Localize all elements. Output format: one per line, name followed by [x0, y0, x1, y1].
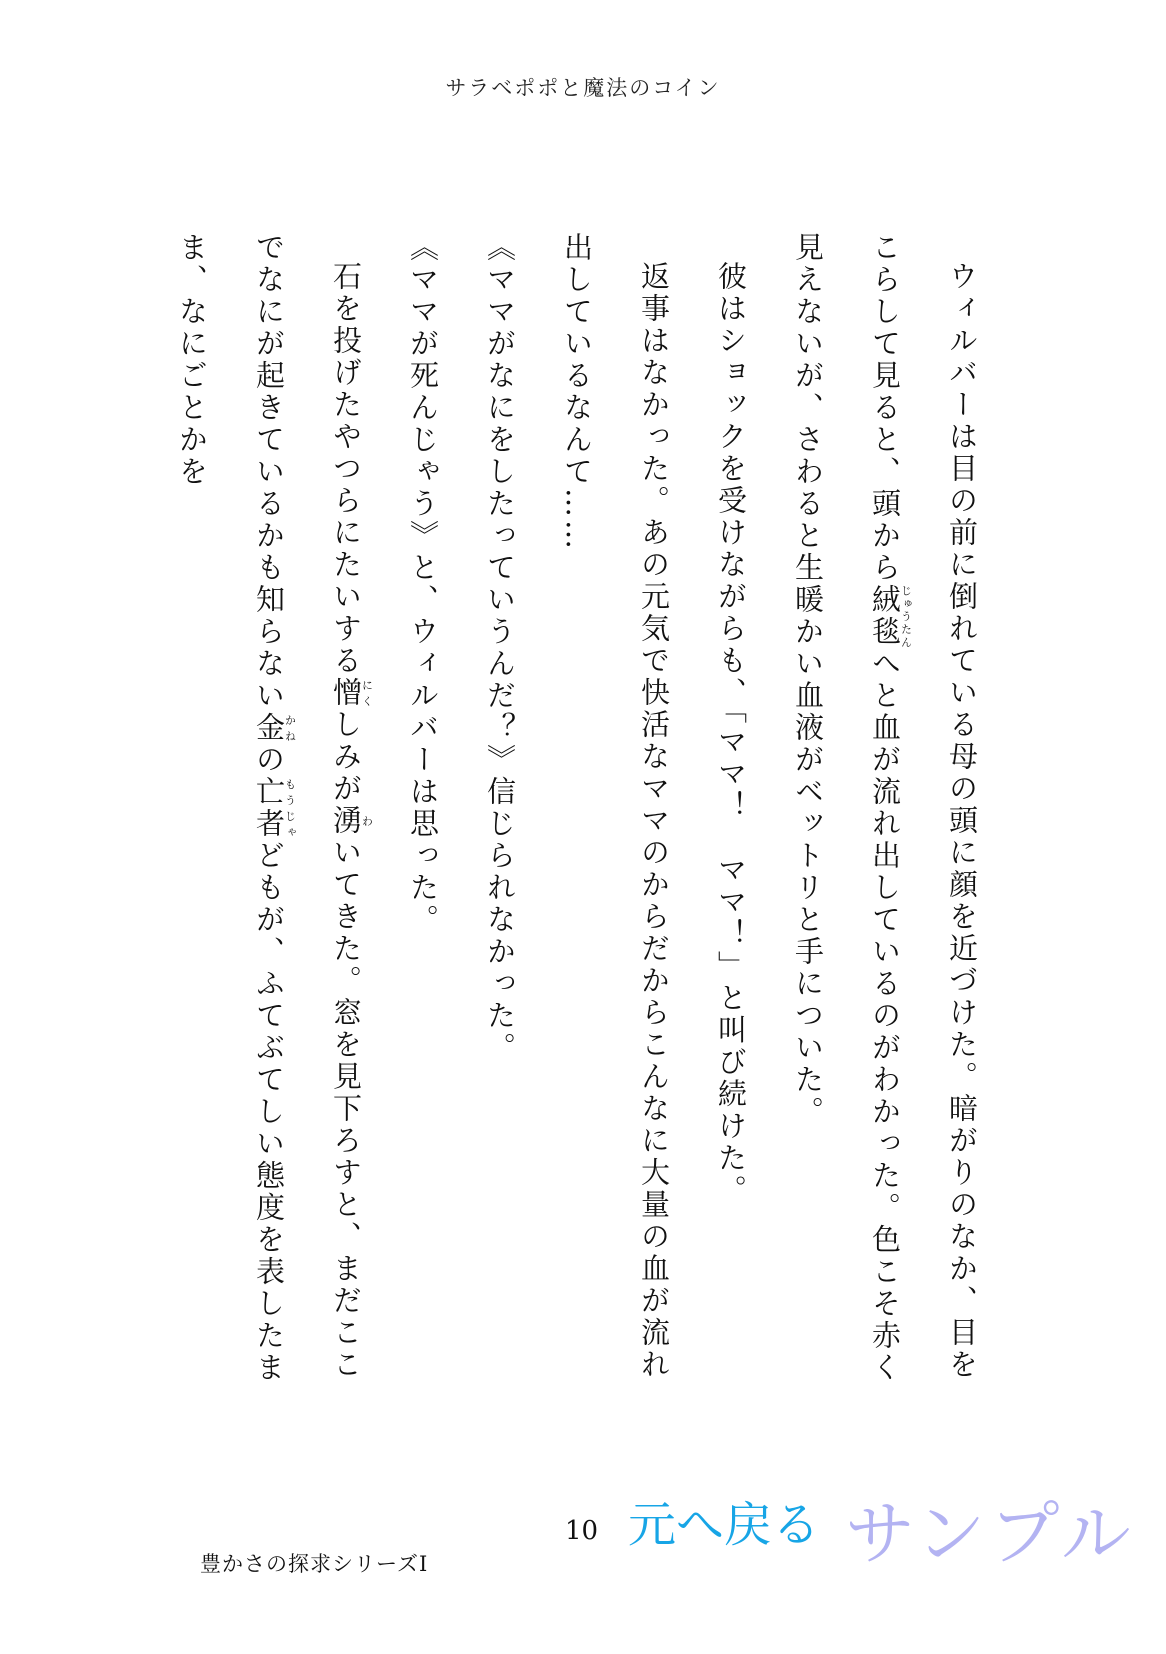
text-run: 《ママがなにをしたっていうんだ？》信じられなかった。	[483, 232, 517, 1064]
text-run: どもが、ふてぶてしい態度を表したまま、なにごとかを	[175, 232, 286, 1384]
ruby-base: 憎	[329, 677, 363, 709]
text-run: いてきた。窓を見下ろすと、まだここでなにが起きているかも知らない	[252, 232, 363, 1381]
text-run: 石を投げたやつらにたいする	[329, 261, 363, 677]
ruby-base: 亡者	[252, 776, 286, 840]
vertical-body-text	[175, 232, 1000, 1412]
sample-watermark: サンプル	[845, 1493, 1135, 1575]
ruby-base: 湧	[329, 805, 363, 837]
ruby-base: 絨毯	[868, 584, 902, 648]
back-link[interactable]: 元へ戻る	[628, 1497, 821, 1553]
ruby-word	[329, 677, 374, 709]
ruby-reading: にく	[360, 677, 374, 709]
paragraph	[384, 232, 461, 1412]
text-run: しみが	[329, 709, 363, 805]
text-run: へと血が流れ出しているのがわかった。色こそ赤く見えないが、さわると生暖かい血液がベットリと手についた。	[791, 232, 902, 1384]
ruby-reading: じゅうたん	[899, 584, 913, 648]
text-run: の	[252, 744, 286, 776]
series-title: 豊かさの探求シリーズⅠ	[200, 1552, 429, 1576]
text-run: 返事はなかった。あの元気で快活なママのからだからこんなに大量の血が流れ出しているなんて……	[560, 232, 671, 1381]
text-run: ウィルバーは目の前に倒れている母の頭に顔を近づけた。暗がりのなか、目をこらして見ると、頭から	[868, 232, 979, 1381]
page-number: 10	[565, 1516, 599, 1546]
ruby-reading: わ	[360, 805, 374, 837]
ruby-word	[329, 805, 374, 837]
paragraph	[692, 232, 769, 1412]
paragraph	[461, 232, 538, 1412]
ruby-word	[252, 712, 297, 744]
ruby-word	[252, 776, 297, 840]
ruby-word	[868, 584, 913, 648]
ruby-reading: かね	[283, 712, 297, 744]
paragraph	[153, 232, 384, 1412]
paragraph	[769, 232, 1000, 1412]
paragraph	[538, 232, 692, 1412]
ruby-base: 金	[252, 712, 286, 744]
running-title: サラベポポと魔法のコイン	[445, 76, 721, 100]
text-run: 彼はショックを受けながらも、「ママ！ ママ！」と叫び続けた。	[714, 261, 748, 1207]
ruby-reading: もうじゃ	[283, 776, 297, 840]
text-run: 《ママが死んじゃう》と、ウィルバーは思った。	[406, 232, 440, 936]
